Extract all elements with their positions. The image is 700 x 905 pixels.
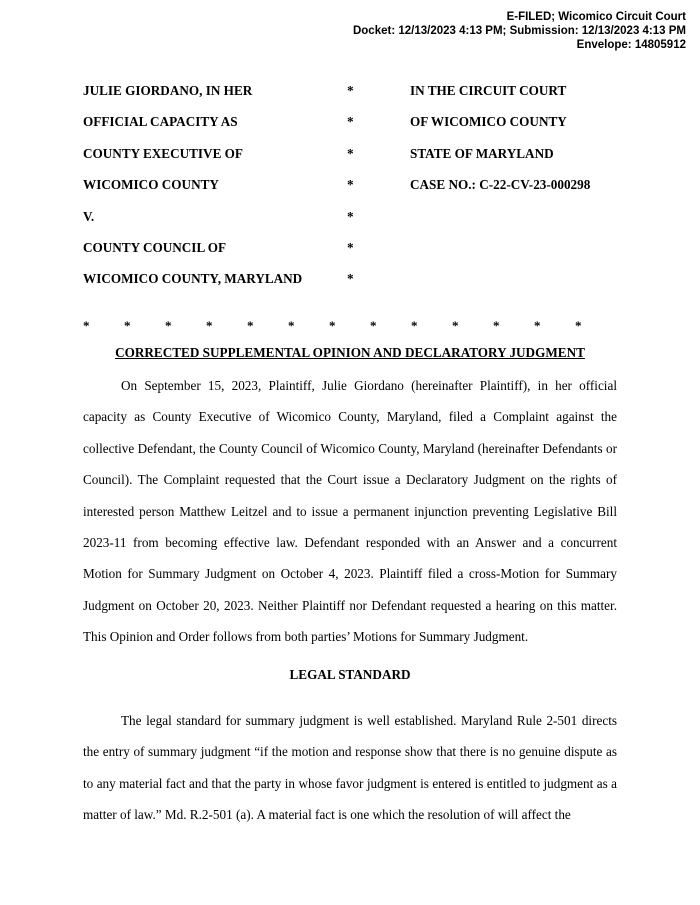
stamp-envelope-line: Envelope: 14805912: [576, 39, 686, 51]
caption-row: [83, 114, 623, 145]
caption-court-line: IN THE CIRCUIT COURT: [410, 83, 567, 98]
caption-party-line: WICOMICO COUNTY, MARYLAND: [83, 271, 303, 287]
legal-standard-paragraph-text: The legal standard for summary judgment is well established. Maryland Rule 2-501 directs the entry of summary judgment “if the motion and response show that there is no genuine dispute as to any material fact and that the party in whose favor judgment is entered is entitled to judgment as a matter of law.” Md. R.2-501 (a). A material fact is one which the resolution of will affect the: [83, 713, 617, 823]
divider-star: *: [575, 318, 582, 333]
caption-versus: V.: [83, 208, 95, 224]
divider-star: *: [452, 318, 459, 333]
divider-star: *: [411, 318, 418, 333]
case-caption: [83, 83, 623, 303]
caption-star: *: [347, 239, 354, 255]
divider-star: *: [247, 318, 254, 333]
caption-case-number: CASE NO.: C-22-CV-23-000298: [410, 177, 591, 193]
caption-row: [83, 83, 623, 114]
divider-star: *: [534, 318, 541, 333]
divider-star: *: [124, 318, 131, 333]
caption-row: [83, 271, 623, 302]
divider-star: *: [206, 318, 213, 333]
caption-court-line: OF WICOMICO COUNTY: [410, 114, 567, 130]
caption-row: [83, 240, 623, 271]
divider-star: *: [329, 318, 336, 333]
caption-row: [83, 177, 623, 208]
divider-star: *: [370, 318, 377, 333]
caption-row: [83, 146, 623, 177]
stamp-docket-line: Docket: 12/13/2023 4:13 PM; Submission: 12/13/2023 4:13 PM: [352, 25, 686, 37]
legal-standard-paragraph: [83, 705, 617, 831]
caption-party-line: COUNTY EXECUTIVE OF: [83, 145, 243, 161]
document-title: CORRECTED SUPPLEMENTAL OPINION AND DECLARATORY JUDGMENT: [115, 345, 585, 360]
caption-party-line: OFFICIAL CAPACITY AS: [83, 114, 238, 130]
caption-star: *: [347, 145, 354, 161]
caption-court-line: STATE OF MARYLAND: [410, 145, 554, 161]
divider-star: *: [288, 318, 295, 333]
stamp-court-line: E-FILED; Wicomico Circuit Court: [506, 11, 686, 23]
efiling-stamp: [353, 10, 686, 52]
divider-star: *: [165, 318, 172, 333]
caption-party-line: COUNTY COUNCIL OF: [83, 239, 227, 255]
caption-star: *: [347, 271, 354, 287]
caption-party-line: WICOMICO COUNTY: [83, 177, 219, 193]
caption-row: [83, 209, 623, 240]
opening-paragraph: [83, 370, 617, 653]
caption-star: *: [347, 114, 354, 130]
caption-party-line: JULIE GIORDANO, IN HER: [83, 83, 253, 98]
legal-standard-heading: LEGAL STANDARD: [289, 667, 411, 682]
opening-paragraph-text: On September 15, 2023, Plaintiff, Julie Giordano (hereinafter Plaintiff), in her official capacity as County Executive of Wicomico County, Maryland, filed a Complaint against the collective Defendant, the County Council of Wicomico County, Maryland (hereinafter Defendants or Council). The Complaint requested that the Court issue a Declaratory Judgment on the rights of interested person Matthew Leitzel and to issue a permanent injunction preventing Legislative Bill 2023-11 from becoming effective law. Defendant responded with an Answer and a concurrent Motion for Summary Judgment on October 4, 2023. Plaintiff filed a cross-Motion for Summary Judgment on October 20, 2023. Neither Plaintiff nor Defendant requested a hearing on this matter. This Opinion and Order follows from both parties’ Motions for Summary Judgment.: [83, 378, 617, 645]
caption-star: *: [347, 208, 354, 224]
divider-star: *: [493, 318, 500, 333]
caption-star: *: [347, 177, 354, 193]
caption-star: *: [347, 83, 354, 98]
divider-star: *: [83, 318, 90, 333]
